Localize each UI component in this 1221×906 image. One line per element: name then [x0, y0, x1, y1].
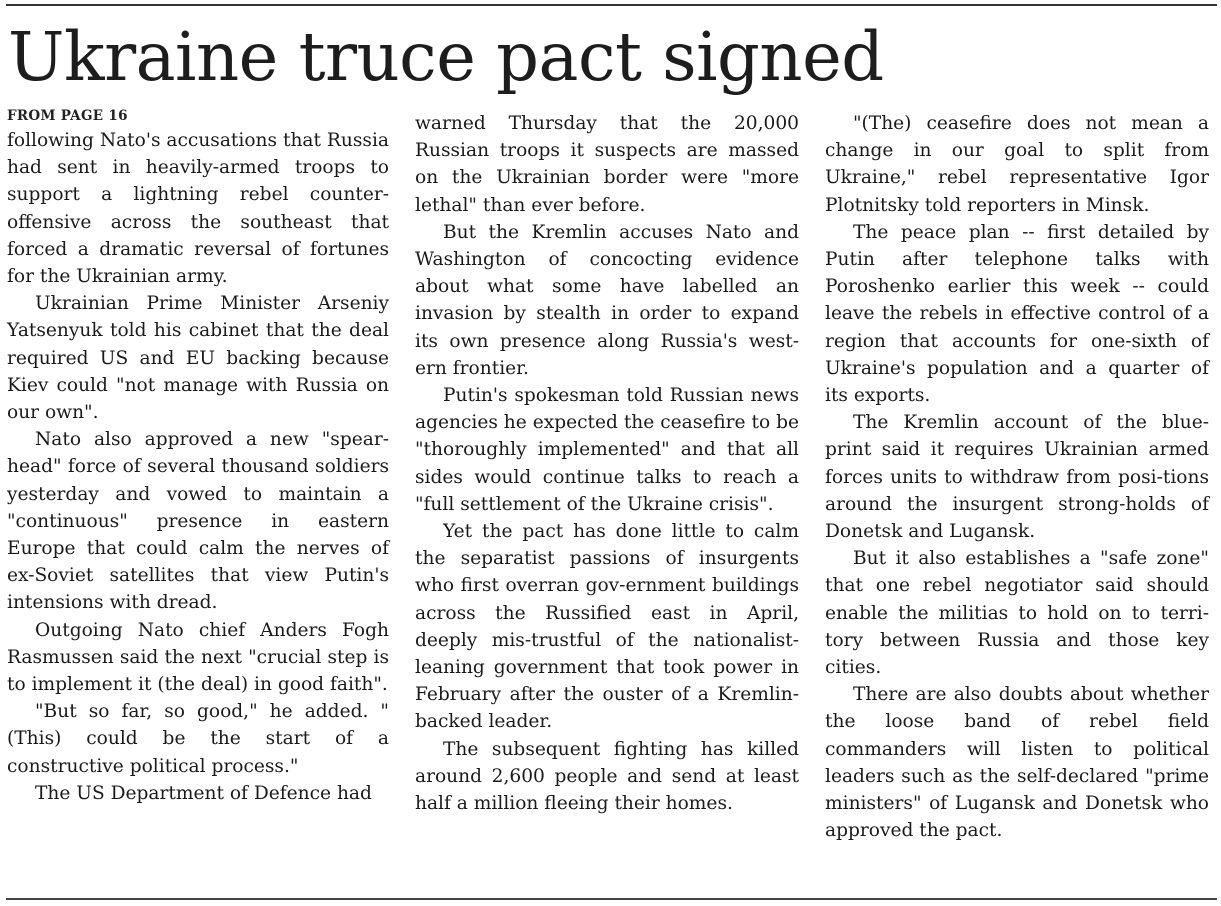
paragraph: Ukrainian Prime Minister Arseniy Yatsenyuk told his cabinet that the deal required US and EU backing because Kiev could "not manage with Russia on our own".	[7, 293, 389, 424]
paragraph: Yet the pact has done little to calm the separatist passions of insurgents who first overran gov-ernment buildings across the Russified east in April, deeply mis-trustful of the nationalist-leaning government that took power in February after the ouster of a Kremlin-backed leader.	[415, 521, 799, 733]
paragraph: The Kremlin account of the blue-print said it requires Ukrainian armed forces units to withdraw from posi-tions around the insurgent strong-holds of Donetsk and Lugansk.	[825, 412, 1209, 543]
paragraph: Putin's spokesman told Russian news agencies he expected the ceasefire to be "thoroughly implemented" and that all sides would continue talks to reach a "full settlement of the Ukraine crisis".	[415, 385, 799, 515]
continuation-kicker: FROM PAGE 16	[7, 108, 128, 124]
paragraph: following Nato's accusations that Russia had sent in heavily-armed troops to support a lightning rebel counter-offensive across the southeast that forced a dramatic reversal of fortunes for the Ukrainian army.	[7, 130, 389, 288]
paragraph: There are also doubts about whether the loose band of rebel field commanders will listen to political leaders such as the self-declared "prime ministers" of Lugansk and Donetsk who approved the pact.	[825, 684, 1209, 842]
headline: Ukraine truce pact signed	[8, 18, 884, 96]
article-column-2	[415, 110, 799, 817]
paragraph: But it also establishes a "safe zone" that one rebel negotiator said should enable the militias to hold on to terri-tory between Russia and those key cities.	[825, 548, 1209, 679]
article-column-3	[825, 110, 1209, 844]
paragraph: The peace plan -- first detailed by Putin after telephone talks with Poroshenko earlier this week -- could leave the rebels in effective control of a region that accounts for one-sixth of Ukraine's population and a quarter of its exports.	[825, 221, 1209, 407]
paragraph: warned Thursday that the 20,000 Russian troops it suspects are massed on the Ukrainian border were "more lethal" than ever before.	[415, 113, 799, 216]
paragraph: The subsequent fighting has killed around 2,600 people and send at least half a million fleeing their homes.	[415, 738, 799, 815]
paragraph: But the Kremlin accuses Nato and Washington of concocting evidence about what some have labelled an invasion by stealth in order to expand its own presence along Russia's west-ern frontier.	[415, 221, 799, 379]
paragraph: "But so far, so good," he added. "(This) could be the start of a constructive political process."	[7, 701, 389, 777]
paragraph: The US Department of Defence had	[35, 782, 372, 804]
top-rule	[6, 4, 1217, 6]
article-column-1	[7, 105, 389, 807]
paragraph: Outgoing Nato chief Anders Fogh Rasmussen said the next "crucial step is to implement it (the deal) in good faith".	[7, 619, 389, 696]
paragraph: "(The) ceasefire does not mean a change in our goal to split from Ukraine," rebel representative Igor Plotnitsky told reporters in Minsk.	[825, 113, 1209, 216]
paragraph: Nato also approved a new "spear-head" force of several thousand soldiers yesterday and vowed to maintain a "continuous" presence in eastern Europe that could calm the nerves of ex-Soviet satellites that view Putin's intensions with dread.	[7, 429, 389, 614]
bottom-rule	[6, 898, 1217, 900]
